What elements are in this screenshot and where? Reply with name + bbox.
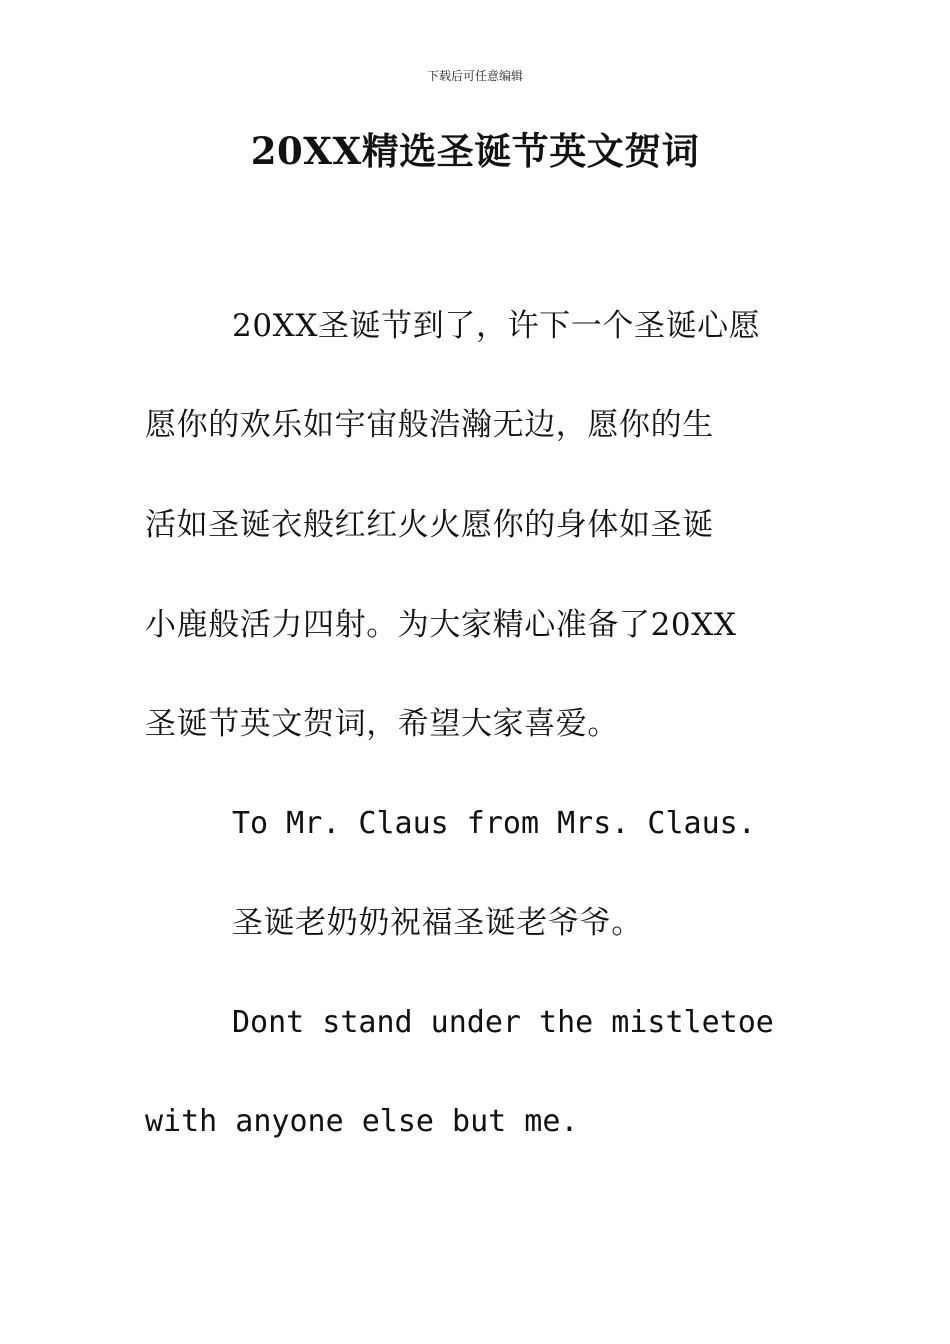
paragraph-line: 愿你的欢乐如宇宙般浩瀚无边，愿你的生: [145, 407, 714, 443]
paragraph-line: 活如圣诞衣般红红火火愿你的身体如圣诞: [145, 507, 714, 543]
english-greeting-line: with anyone else but me.: [145, 1104, 579, 1139]
english-greeting-line: Dont stand under the mistletoe: [232, 1005, 774, 1040]
paragraph-line: 小鹿般活力四射。为大家精心准备了20XX: [145, 607, 737, 643]
document-title: 20XX精选圣诞节英文贺词: [250, 129, 700, 173]
chinese-translation-line: 圣诞老奶奶祝福圣诞老爷爷。: [232, 905, 643, 941]
paragraph-line: 圣诞节英文贺词，希望大家喜爱。: [145, 706, 619, 742]
paragraph-line: 20XX圣诞节到了，许下一个圣诞心愿: [232, 308, 761, 344]
page-header-note: 下载后可任意编辑: [426, 69, 523, 83]
english-greeting-line: To Mr. Claus from Mrs. Claus.: [232, 806, 756, 841]
